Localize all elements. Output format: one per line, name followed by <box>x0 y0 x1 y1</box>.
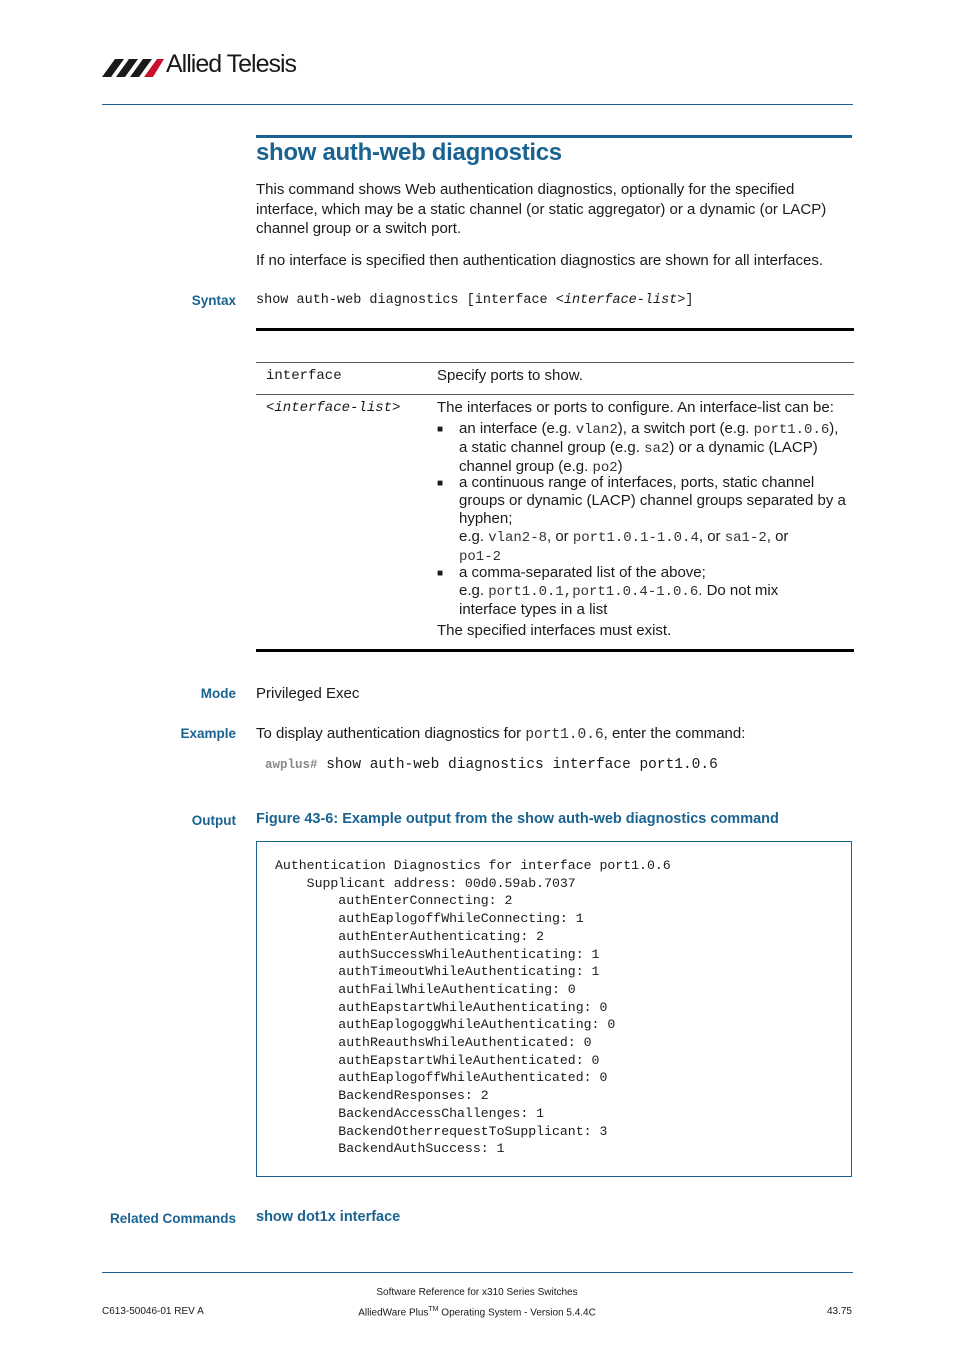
description-p1 <box>256 180 856 239</box>
output-box <box>256 841 852 1177</box>
example-label: Example <box>180 726 236 741</box>
description-line: channel group or a switch port. <box>256 220 462 237</box>
logo-mark-icon <box>102 56 164 78</box>
header-rule <box>102 104 853 105</box>
output-line: BackendResponses: 2 <box>275 1088 489 1104</box>
syntax-pre: show auth-web diagnostics [interface < <box>256 293 564 308</box>
bullet-item-list: a comma-separated list of the above; e.g. port1.0.1,port1.0.4-1.0.6. Do not mix interface types in a list <box>459 564 779 618</box>
description-line: This command shows Web authentication diagnostics, optionally for the specified <box>256 181 795 198</box>
figure-caption: Figure 43-6: Example output from the show auth-web diagnostics command <box>256 811 779 827</box>
output-label: Output <box>191 813 236 828</box>
param-interface: interface <box>266 368 342 384</box>
syntax-post: >] <box>677 293 694 308</box>
table-row-rule <box>256 394 854 395</box>
output-line: authReauthsWhileAuthenticated: 0 <box>275 1035 592 1050</box>
bullet-item-interface: an interface (e.g. vlan2), a switch port (e.g. port1.0.6), a static channel group (e.g. sa2) or a dynamic (LACP) channel group (e.g. po2) <box>459 420 839 476</box>
related-command-link[interactable]: show dot1x interface <box>256 1209 401 1225</box>
output-line: BackendAuthSuccess: 1 <box>275 1141 505 1157</box>
output-line: authEnterAuthenticating: 2 <box>275 928 545 944</box>
footer-doc-id: C613-50046-01 REV A <box>102 1306 204 1317</box>
description-p2: If no interface is specified then authentication diagnostics are shown for all interfaces. <box>256 252 823 269</box>
output-line: authSuccessWhileAuthenticating: 1 <box>275 946 600 962</box>
output-line: authEaplogoggWhileAuthenticating: 0 <box>275 1017 616 1033</box>
param-interface-list: <interface-list> <box>266 400 401 416</box>
table-bottom-rule <box>256 649 854 652</box>
output-line: authFailWhileAuthenticating: 0 <box>275 981 576 997</box>
example-command <box>265 757 718 773</box>
footer-rule <box>102 1272 853 1273</box>
output-line: authTimeoutWhileAuthenticating: 1 <box>275 964 600 980</box>
syntax-param: interface-list <box>563 293 678 308</box>
table-top-rule <box>256 328 854 331</box>
bullet-item-range: a continuous range of interfaces, ports, static channel groups or dynamic (LACP) channel groups separated by a hyphen; e.g. vlan2-8, or port1.0.1-1.0.4, or sa1-2, or po1-2 <box>459 474 846 565</box>
footer-line1: Software Reference for x310 Series Switches <box>376 1287 578 1298</box>
command-text: show auth-web diagnostics interface port1.0.6 <box>326 757 718 773</box>
trademark-mark: TM <box>428 1306 439 1313</box>
command-prompt: awplus# <box>265 758 318 772</box>
title-rule <box>256 135 852 138</box>
output-line: BackendOtherrequestToSupplicant: 3 <box>275 1123 608 1139</box>
output-line: authEaplogoffWhileConnecting: 1 <box>275 911 584 927</box>
param-interface-desc: Specify ports to show. <box>437 367 583 384</box>
output-line: BackendAccessChallenges: 1 <box>275 1105 545 1121</box>
footer-page-number: 43.75 <box>826 1306 852 1317</box>
syntax-line <box>256 293 693 308</box>
output-line: authEapstartWhileAuthenticating: 0 <box>275 999 608 1015</box>
mode-label: Mode <box>200 686 236 701</box>
param-list-intro: The interfaces or ports to configure. An interface-list can be: <box>437 399 834 416</box>
bullet-icon: ■ <box>437 424 444 435</box>
output-line: Authentication Diagnostics for interface port1.0.6 <box>275 858 671 873</box>
related-commands-label: Related Commands <box>109 1211 236 1226</box>
param-list-outro: The specified interfaces must exist. <box>437 622 672 639</box>
output-line: authEnterConnecting: 2 <box>275 893 513 909</box>
output-line: Supplicant address: 00d0.59ab.7037 <box>275 875 576 891</box>
output-line: authEapstartWhileAuthenticated: 0 <box>275 1052 600 1068</box>
output-line: authEaplogoffWhileAuthenticated: 0 <box>275 1070 608 1086</box>
page-title: show auth-web diagnostics <box>256 139 562 166</box>
table-header-rule <box>256 362 854 363</box>
example-text: To display authentication diagnostics for port1.0.6, enter the command: <box>256 725 746 743</box>
description-line: interface, which may be a static channel (or static aggregator) or a dynamic (or LACP) <box>256 200 827 218</box>
bullet-icon: ■ <box>437 478 444 489</box>
company-logo <box>102 52 302 82</box>
logo-text: Allied Telesis <box>166 50 297 78</box>
footer-line2: AlliedWare Plus™ Operating System - Version 5.4.4C <box>358 1306 596 1319</box>
syntax-label: Syntax <box>191 293 236 308</box>
mode-value: Privileged Exec <box>256 685 360 702</box>
bullet-icon: ■ <box>437 568 444 579</box>
